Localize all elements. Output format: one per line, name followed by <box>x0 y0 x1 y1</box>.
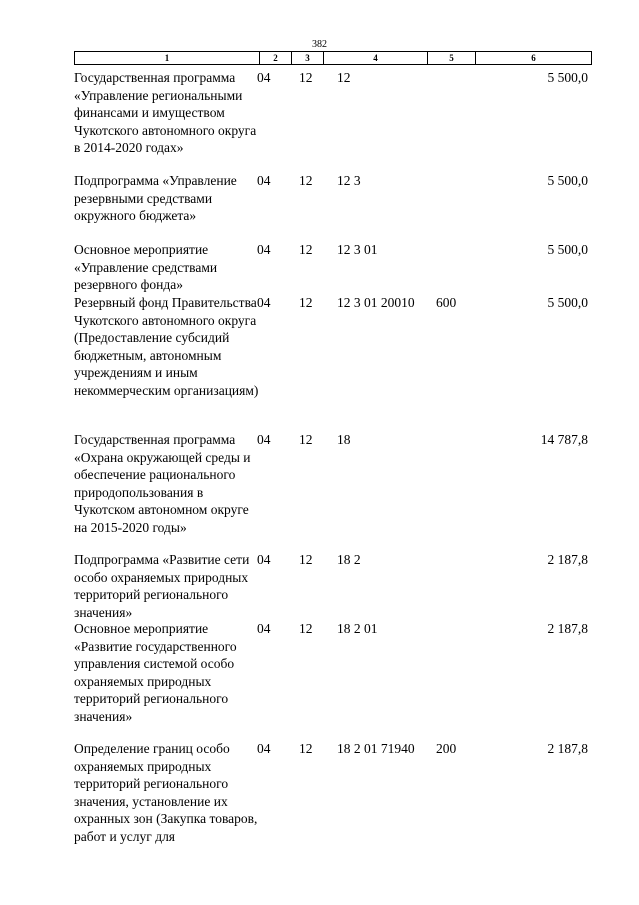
row-name: Резервный фонд Правительства Чукотского автономного округа (Предоставление субсидий бюджетным, автономным учреждениям и иным некоммерческим организациям) <box>74 295 259 398</box>
row-sum: 14 787,8 <box>540 432 588 447</box>
row-name: Государственная программа «Охрана окружающей среды и обеспечение рационального природопользования в Чукотском автономном округе на 2015-2020 годы» <box>74 432 251 535</box>
row-section: 04 <box>257 432 271 447</box>
row-sum: 2 187,8 <box>547 552 588 567</box>
table-header <box>74 51 592 65</box>
row-target-article: 18 2 <box>337 552 361 567</box>
row-target-article: 18 2 01 71940 <box>337 741 415 756</box>
header-col-2: 2 <box>260 52 292 64</box>
row-sum: 5 500,0 <box>547 295 588 310</box>
row-subsection: 12 <box>299 741 313 756</box>
row-expense-type: 200 <box>436 741 457 756</box>
header-col-4: 4 <box>324 52 428 64</box>
row-subsection: 12 <box>299 295 313 310</box>
row-target-article: 12 3 01 <box>337 242 378 257</box>
row-sum: 5 500,0 <box>547 242 588 257</box>
row-subsection: 12 <box>299 173 313 188</box>
row-target-article: 18 2 01 <box>337 621 378 636</box>
row-subsection: 12 <box>299 552 313 567</box>
row-name: Подпрограмма «Управление резервными средствами окружного бюджета» <box>74 173 237 223</box>
row-sum: 5 500,0 <box>547 70 588 85</box>
row-section: 04 <box>257 173 271 188</box>
row-name: Подпрограмма «Развитие сети особо охраняемых природных территорий регионального значения» <box>74 552 250 620</box>
row-name: Основное мероприятие «Управление средствами резервного фонда» <box>74 242 218 292</box>
row-sum: 2 187,8 <box>547 621 588 636</box>
row-expense-type: 600 <box>436 295 457 310</box>
row-subsection: 12 <box>299 432 313 447</box>
page-number: 382 <box>312 39 327 50</box>
row-name: Определение границ особо охраняемых природных территорий регионального значения, установление их охранных зон (Закупка товаров, работ и услуг для <box>74 741 258 844</box>
row-subsection: 12 <box>299 621 313 636</box>
row-target-article: 18 <box>337 432 351 447</box>
header-col-3: 3 <box>292 52 324 64</box>
row-section: 04 <box>257 295 271 310</box>
header-col-1: 1 <box>75 52 260 64</box>
row-name: Государственная программа «Управление региональными финансами и имуществом Чукотского автономного округа в 2014-2020 годах» <box>74 70 257 155</box>
row-subsection: 12 <box>299 70 313 85</box>
header-col-5: 5 <box>428 52 476 64</box>
row-section: 04 <box>257 242 271 257</box>
row-target-article: 12 <box>337 70 351 85</box>
row-section: 04 <box>257 552 271 567</box>
header-col-6: 6 <box>531 53 536 63</box>
row-sum: 5 500,0 <box>547 173 588 188</box>
row-subsection: 12 <box>299 242 313 257</box>
row-section: 04 <box>257 741 271 756</box>
row-section: 04 <box>257 621 271 636</box>
row-name: Основное мероприятие «Развитие государственного управления системой особо охраняемых природных территорий регионального значения» <box>74 621 237 724</box>
row-target-article: 12 3 <box>337 173 361 188</box>
row-sum: 2 187,8 <box>547 741 588 756</box>
row-section: 04 <box>257 70 271 85</box>
row-target-article: 12 3 01 20010 <box>337 295 415 310</box>
